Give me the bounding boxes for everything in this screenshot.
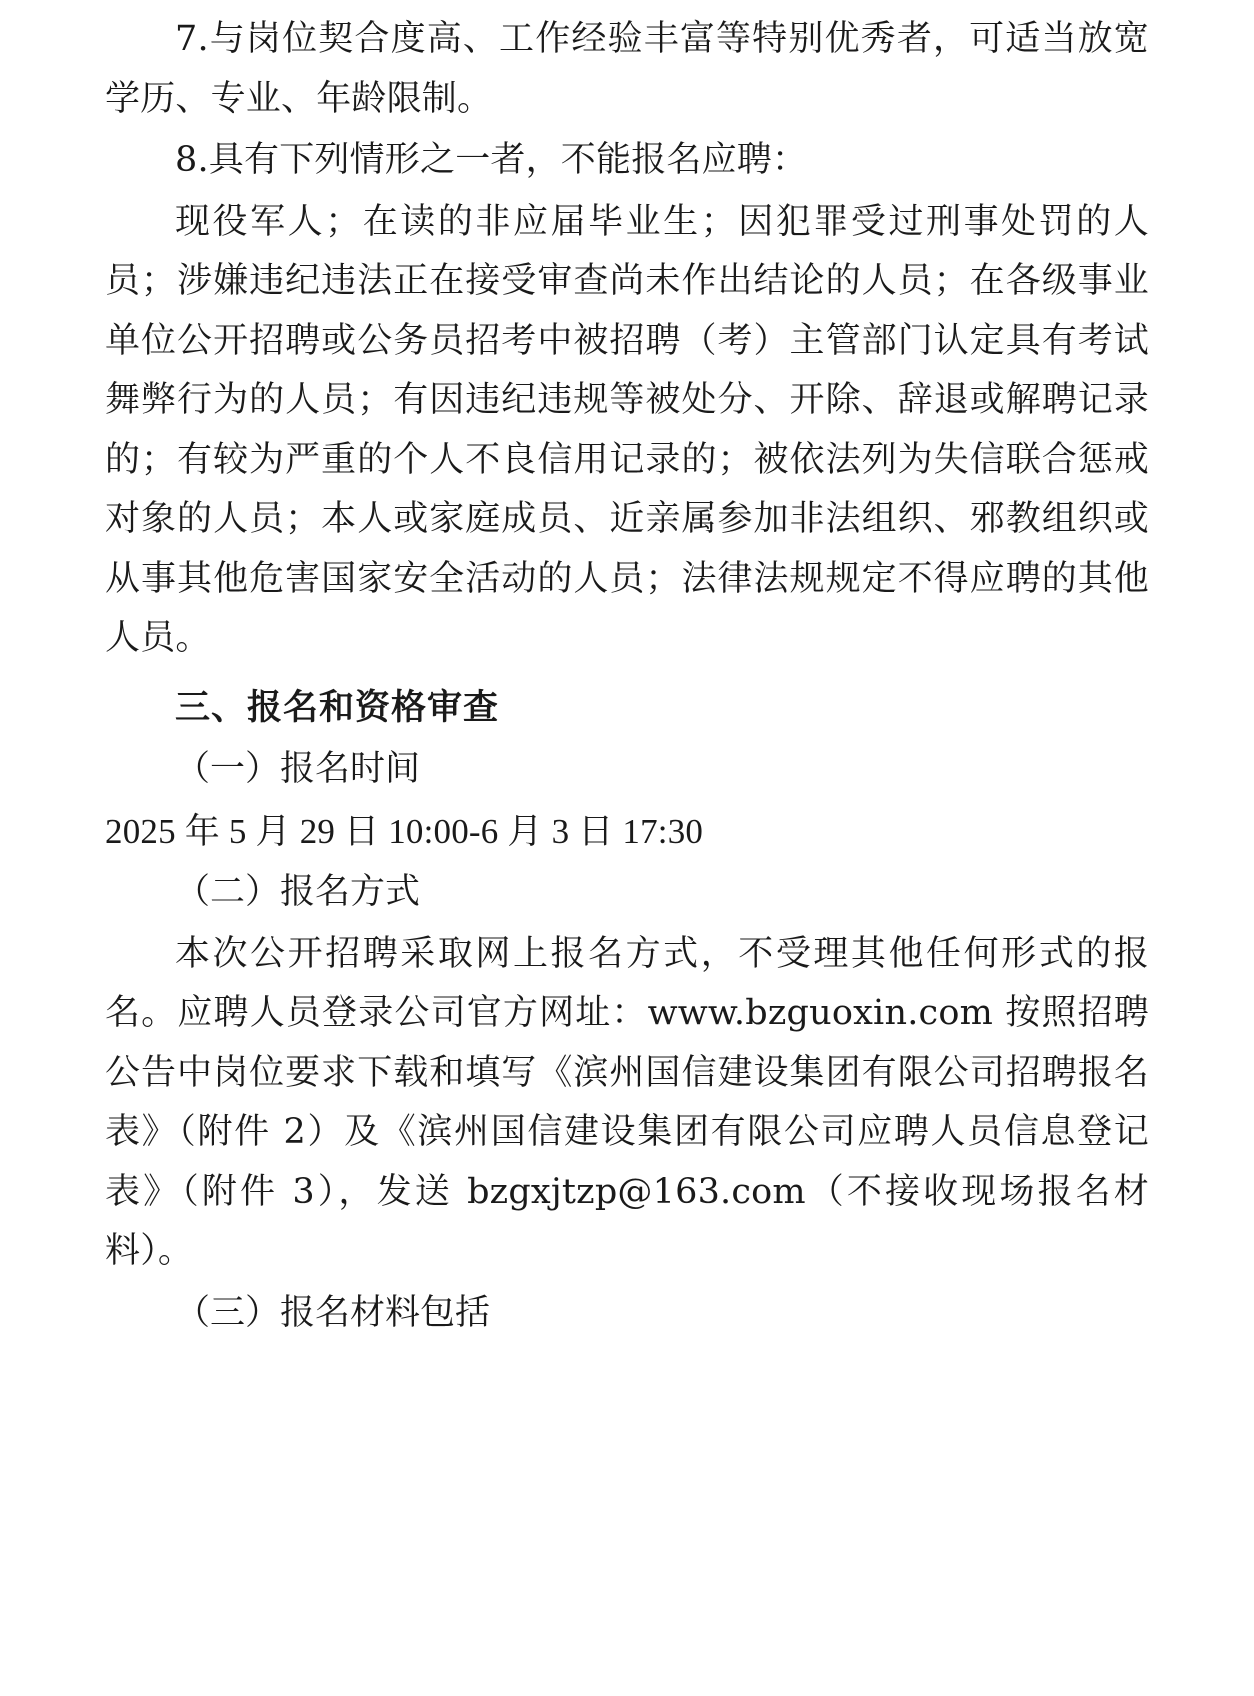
subsection-heading-registration-method: （二）报名方式 (175, 872, 421, 912)
registration-method-body: 本次公开招聘采取网上报名方式，不受理其他任何形式的报名。应聘人员登录公司官方网址：www.bzguoxin.com 按照招聘公告中岗位要求下载和填写《滨州国信建设集团有限公司招聘报名表》（附件 2）及《滨州国信建设集团有限公司应聘人员信息登记表》（附件 3），发送 bzgxjtzp@163.com（不接收现场报名材料）。 (105, 933, 1149, 1271)
section-heading-registration: 三、报名和资格审查 (175, 687, 500, 728)
subsection-heading-registration-materials: （三）报名材料包括 (175, 1292, 491, 1333)
paragraph-item-8: 8.具有下列情形之一者，不能报名应聘： (175, 140, 808, 180)
paragraph-item-8-detail: 现役军人；在读的非应届毕业生；因犯罪受过刑事处罚的人员；涉嫌违纪违法正在接受审查尚未作出结论的人员；在各级事业单位公开招聘或公务员招考中被招聘（考）主管部门认定具有考试舞弊行为的人员；有因违纪违规等被处分、开除、辞退或解聘记录的；有较为严重的个人不良信用记录的；被依法列为失信联合惩戒对象的人员；本人或家庭成员、近亲属参加非法组织、邪教组织或从事其他危害国家安全活动的人员；法律法规规定不得应聘的其他人员。 (105, 201, 1149, 658)
registration-time-value: 2025 年 5 月 29 日 10:00-6 月 3 日 17:30 (105, 811, 704, 851)
paragraph-item-7: 7.与岗位契合度高、工作经验丰富等特别优秀者，可适当放宽学历、专业、年龄限制。 (105, 19, 1149, 119)
subsection-heading-registration-time: （一）报名时间 (175, 749, 421, 789)
